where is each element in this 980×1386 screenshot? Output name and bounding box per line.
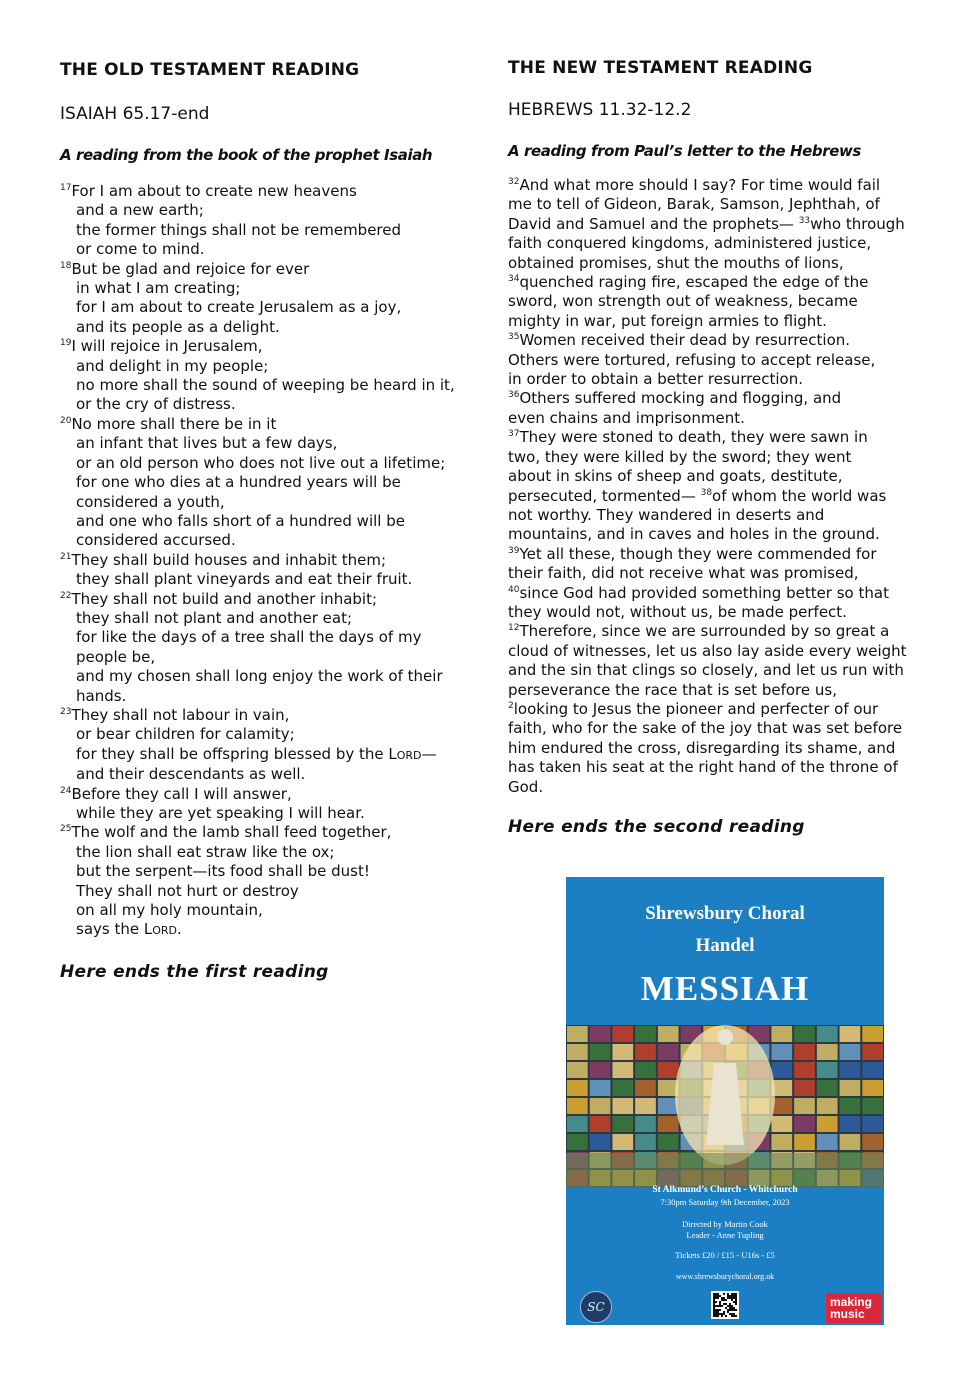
verse-line [508,370,938,389]
verse-line [60,201,490,220]
verse-text: David and Samuel and the prophets— [508,214,799,233]
verse-line [60,318,490,337]
verse-text: looking to Jesus the pioneer and perfecter of our [513,699,879,718]
verse-text: has taken his seat at the right hand of the throne of [508,758,898,777]
verse-text: even chains and imprisonment. [508,408,745,427]
verse-text: They were stoned to death, they were sawn in [519,428,868,447]
verse-text: For I am about to create new heavens [71,182,357,200]
verse-text: for I am about to create Jerusalem as a joy, [76,298,402,317]
verse-line [508,487,938,506]
verse-text: But be glad and rejoice for ever [71,259,310,278]
verse-text: and the sin that clings so closely, and let us run with [508,661,904,680]
verse-text: — [421,744,437,763]
concert-poster [566,877,884,1325]
verse-text: about in skins of sheep and goats, destitute, [508,467,843,486]
verse-text: or an old person who does not live out a lifetime; [76,453,446,472]
small-caps-text: ORD [396,748,422,762]
verse-number: 40 [508,584,520,595]
verse-line [508,331,938,350]
new-testament-verses [508,176,938,797]
verse-line [508,719,938,738]
verse-number: 24 [60,785,72,796]
verse-line [508,254,938,273]
verse-number: 34 [508,274,520,285]
verse-text: faith conquered kingdoms, administered justice, [508,234,872,253]
verse-number: 17 [60,183,72,193]
verse-text: considered a youth, [76,492,225,511]
verse-line [508,428,938,447]
verse-text: the former things shall not be remembered [76,220,402,239]
verse-line [60,473,490,492]
verse-text: or the cry of distress. [76,395,236,414]
verse-text: not worthy. They wandered in deserts and [508,505,825,524]
verse-line [60,785,490,804]
verse-line [60,298,490,317]
poster-tickets: Tickets £20 / £15 - U16s - £5 [675,1250,775,1260]
old-testament-intro: A reading from the book of the prophet Isaiah [60,146,433,164]
verse-line [60,454,490,473]
verse-line [508,176,938,195]
new-testament-column [508,58,938,837]
verse-line [60,551,490,570]
verse-line [60,415,490,434]
verse-line [508,506,938,525]
verse-text: And what more should I say? For time would fail [519,176,881,194]
verse-number: 20 [60,415,72,426]
second-reading-ending: Here ends the second reading [508,817,805,837]
poster-leader: Leader - Anne Tupling [686,1230,764,1240]
verse-text: The wolf and the lamb shall feed together, [71,823,392,842]
verse-line [60,570,490,589]
verse-number: 33 [798,215,811,226]
verse-line [508,739,938,758]
new-testament-intro: A reading from Paul’s letter to the Hebrews [508,142,861,160]
verse-number: 25 [60,824,72,835]
verse-text: an infant that lives but a few days, [76,434,338,453]
verse-line [60,182,490,201]
verse-line [60,279,490,298]
verse-line [508,778,938,797]
verse-line [60,376,490,395]
verse-number: 32 [508,177,520,187]
verse-line [60,667,490,686]
verse-text: and one who falls short of a hundred will be [76,511,405,530]
verse-line [508,564,938,583]
first-reading-ending: Here ends the first reading [60,961,329,982]
poster-title: MESSIAH [640,969,810,1008]
verse-text: mighty in war, put foreign armies to flight. [508,311,827,330]
verse-line [60,920,490,940]
verse-text: mountains, and in caves and holes in the ground. [508,525,880,544]
verse-number: 19 [60,338,72,349]
verse-line [60,628,490,647]
verse-line [60,648,490,667]
verse-text: They shall not hurt or destroy [76,881,299,900]
verse-text: sword, won strength out of weakness, became [508,292,858,311]
verse-text: and my chosen shall long enjoy the work of their [76,667,443,686]
verse-line [508,195,938,214]
verse-line [60,609,490,628]
verse-line [508,642,938,661]
verse-line [60,493,490,512]
verse-text: him endured the cross, disregarding its shame, and [508,738,896,757]
small-caps-text: ORD [152,924,177,938]
verse-text: for one who dies at a hundred years will be [76,473,401,492]
verse-line [60,706,490,725]
verse-text: They shall not build and another inhabit; [71,589,378,608]
verse-text: or come to mind. [76,240,205,259]
verse-line [508,351,938,370]
poster-director: Directed by Martin Cook [682,1219,768,1229]
verse-text: me to tell of Gideon, Barak, Samson, Jephthah, of [508,195,880,214]
verse-text: They shall build houses and inhabit them; [71,550,387,569]
poster-website: www.shrewsburychoral.org.uk [675,1272,775,1281]
old-testament-verses [60,182,490,941]
verse-line [60,725,490,744]
verse-number: 12 [508,623,520,634]
verse-text: Therefore, since we are surrounded by so great a [519,622,890,641]
poster-time: 7:30pm Saturday 9th December, 2023 [660,1197,790,1207]
verse-text: since God had provided something better so that [519,583,889,602]
verse-text: or bear children for calamity; [76,725,295,744]
verse-line [508,273,938,292]
verse-text: while they are yet speaking I will hear. [76,804,365,822]
verse-line [60,240,490,259]
verse-line [508,312,938,331]
poster-venue: St Alkmund’s Church - Whitchurch [652,1185,798,1195]
verse-number: 2 [508,700,514,711]
verse-text: in order to obtain a better resurrection. [508,370,803,389]
verse-number: 21 [60,551,72,562]
verse-number: 39 [508,545,520,556]
verse-line [508,661,938,680]
verse-line [60,337,490,356]
verse-line [508,603,938,622]
verse-text: and a new earth; [76,201,204,220]
verse-line [60,221,490,240]
stained-glass-image [566,1025,884,1187]
verse-line [508,467,938,486]
verse-text: for they shall be offspring blessed by the L [76,744,397,763]
verse-line [508,448,938,467]
verse-number: 37 [508,429,520,440]
verse-text: who through [810,214,905,233]
verse-line [60,765,490,784]
verse-text: I will rejoice in Jerusalem, [71,337,263,356]
verse-text: They shall not labour in vain, [71,705,290,724]
verse-text: they would not, without us, be made perfect. [508,602,847,621]
verse-line [508,292,938,311]
verse-line [60,862,490,881]
verse-line [60,745,490,765]
verse-line [60,804,490,823]
verse-text: but the serpent—its food shall be dust! [76,862,370,881]
verse-text: quenched raging fire, escaped the edge of the [519,273,869,292]
verse-text: and their descendants as well. [76,765,306,784]
old-testament-heading: THE OLD TESTAMENT READING [60,60,360,80]
new-testament-heading: THE NEW TESTAMENT READING [508,58,813,78]
verse-text: in what I am creating; [76,279,241,298]
verse-text: and delight in my people; [76,356,269,375]
verse-text: the lion shall eat straw like the ox; [76,842,335,861]
verse-line [508,758,938,777]
poster-choir-name: Shrewsbury Choral [645,903,805,924]
verse-text: considered accursed. [76,531,236,550]
verse-line [508,545,938,564]
verse-line [60,512,490,531]
verse-line [508,389,938,408]
verse-text: Women received their dead by resurrection. [519,331,851,350]
old-testament-reference: ISAIAH 65.17-end [60,104,210,124]
verse-line [60,260,490,279]
making-music-logo: making music [826,1293,882,1323]
verse-number: 18 [60,260,72,271]
verse-text: perseverance the race that is set before us, [508,680,837,699]
verse-line [60,882,490,901]
verse-line [60,901,490,920]
verse-number: 23 [60,706,72,717]
verse-line [508,409,938,428]
verse-number: 35 [508,332,520,343]
verse-text: Yet all these, though they were commended for [519,544,877,563]
verse-text: two, they were killed by the sword; they went [508,447,852,466]
old-testament-column [60,60,490,982]
verse-text: faith, who for the sake of the joy that was set before [508,719,903,738]
verse-line [508,215,938,234]
verse-line [60,843,490,862]
verse-text: Before they call I will answer, [71,784,292,803]
verse-text: on all my holy mountain, [76,901,263,920]
verse-text: cloud of witnesses, let us also lay aside every weight [508,641,907,660]
verse-text: and its people as a delight. [76,317,280,336]
verse-text: Others were tortured, refusing to accept release, [508,350,876,369]
verse-line [60,395,490,414]
verse-text: obtained promises, shut the mouths of lions, [508,253,844,272]
verse-line [508,622,938,641]
verse-text: their faith, did not receive what was promised, [508,564,859,583]
verse-text: they shall plant vineyards and eat their fruit. [76,570,413,589]
verse-text: people be, [76,647,156,666]
verse-line [60,823,490,842]
new-testament-reference: HEBREWS 11.32-12.2 [508,100,692,120]
verse-text: God. [508,777,544,796]
poster-composer: Handel [695,935,755,956]
verse-line [60,687,490,706]
sc-logo-icon: SC [580,1291,612,1323]
verse-text: of whom the world was [712,486,887,505]
verse-number: 36 [508,390,520,401]
verse-text: No more shall there be in it [71,414,277,433]
verse-text: for like the days of a tree shall the days of my [76,628,422,647]
verse-line [508,234,938,253]
qr-code-icon [711,1291,739,1319]
verse-line [60,434,490,453]
verse-text: hands. [76,686,127,705]
verse-text: they shall not plant and another eat; [76,608,353,627]
verse-text: no more shall the sound of weeping be heard in it, [76,376,455,395]
verse-line [60,357,490,376]
verse-number: 22 [60,590,72,601]
verse-line [60,590,490,609]
verse-text: . [177,920,182,939]
verse-line [508,681,938,700]
verse-line [508,584,938,603]
verse-line [508,700,938,719]
verse-text: persecuted, tormented— [508,486,701,505]
verse-number: 38 [700,487,713,498]
verse-line [508,525,938,544]
verse-line [60,531,490,550]
verse-text: Others suffered mocking and flogging, and [519,389,842,408]
verse-text: says the L [76,920,153,939]
